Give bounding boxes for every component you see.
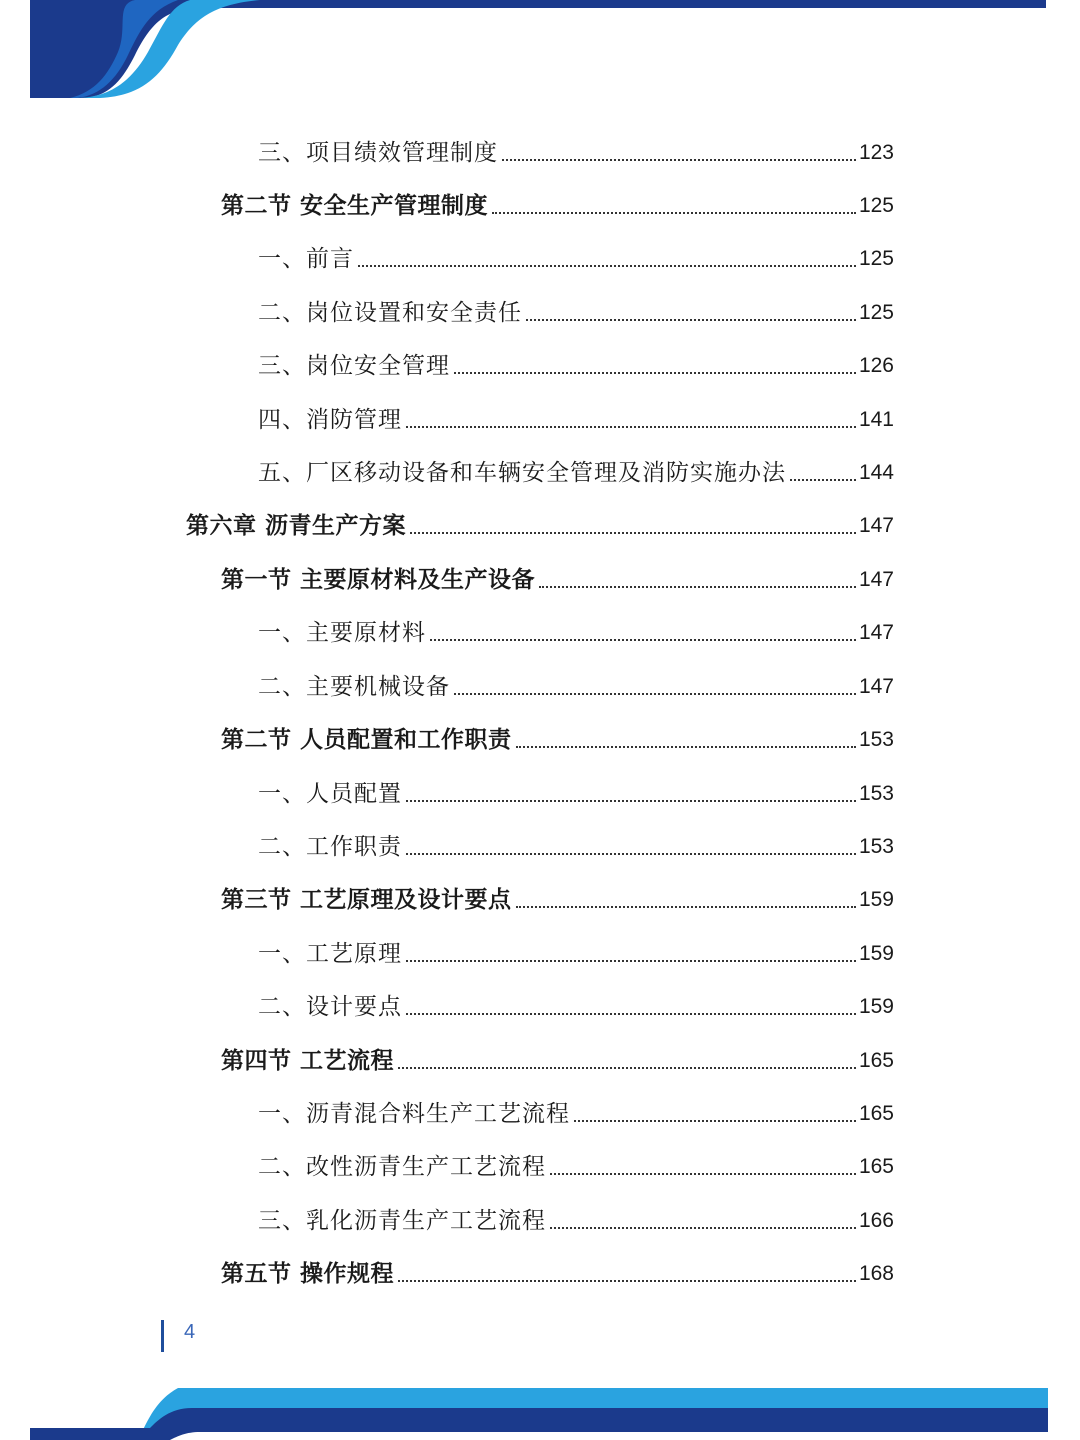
- toc-entry-page: 165: [858, 1155, 894, 1178]
- toc-entry[interactable]: [258, 933, 894, 969]
- footer-banner: [0, 1380, 1080, 1440]
- toc-entry[interactable]: [258, 399, 894, 435]
- toc-leader: [398, 1280, 856, 1282]
- toc-entry-page: 123: [858, 141, 894, 164]
- toc-leader: [502, 159, 856, 161]
- toc-entry[interactable]: [258, 452, 894, 488]
- toc-entry-title: 第一节 主要原材料及生产设备: [221, 567, 536, 593]
- toc-leader: [406, 426, 856, 428]
- toc-entry-title: 二、岗位设置和安全责任: [258, 300, 522, 326]
- toc-leader: [492, 212, 856, 214]
- toc-entry-page: 125: [858, 247, 894, 270]
- toc-leader: [406, 1013, 856, 1015]
- toc-leader: [406, 853, 856, 855]
- toc-leader: [550, 1173, 856, 1175]
- toc-entry-title: 一、工艺原理: [258, 941, 402, 967]
- toc-entry-title: 二、主要机械设备: [258, 674, 450, 700]
- toc-entry-page: 147: [858, 514, 894, 537]
- toc-entry[interactable]: [221, 1040, 894, 1076]
- toc-entry[interactable]: [258, 773, 894, 809]
- toc-entry[interactable]: [221, 185, 894, 221]
- toc-entry-title: 第六章 沥青生产方案: [186, 513, 407, 539]
- toc-entry-page: 166: [858, 1209, 894, 1232]
- toc-leader: [454, 372, 856, 374]
- toc-entry-title: 三、项目绩效管理制度: [258, 140, 498, 166]
- toc-entry-title: 一、前言: [258, 246, 354, 272]
- toc-entry-page: 159: [858, 942, 894, 965]
- toc-entry-title: 一、沥青混合料生产工艺流程: [258, 1101, 570, 1127]
- toc-entry[interactable]: [186, 505, 894, 541]
- toc-entry-page: 159: [858, 888, 894, 911]
- toc-leader: [516, 906, 856, 908]
- toc-leader: [410, 532, 856, 534]
- toc-entry[interactable]: [258, 132, 894, 168]
- toc-entry[interactable]: [221, 879, 894, 915]
- toc-leader: [574, 1120, 856, 1122]
- toc-entry[interactable]: [258, 1146, 894, 1182]
- toc-entry-page: 147: [858, 621, 894, 644]
- toc-leader: [398, 1067, 856, 1069]
- page-number: 4: [184, 1321, 196, 1343]
- toc-entry-page: 125: [858, 194, 894, 217]
- toc-leader: [550, 1227, 856, 1229]
- toc-entry[interactable]: [258, 238, 894, 274]
- toc-leader: [358, 265, 856, 267]
- toc-entry[interactable]: [258, 292, 894, 328]
- toc-entry-title: 二、设计要点: [258, 994, 402, 1020]
- toc-entry-page: 141: [858, 408, 894, 431]
- page-number-marker: [161, 1320, 164, 1352]
- toc-leader: [454, 693, 856, 695]
- toc-entry-title: 二、工作职责: [258, 834, 402, 860]
- toc-entry-title: 五、厂区移动设备和车辆安全管理及消防实施办法: [258, 460, 786, 486]
- toc-entry-title: 第二节 人员配置和工作职责: [221, 727, 512, 753]
- toc-leader: [539, 586, 856, 588]
- toc-entry-page: 168: [858, 1262, 894, 1285]
- toc-entry-title: 第五节 操作规程: [221, 1261, 395, 1287]
- header-banner: [0, 0, 1080, 110]
- toc-entry[interactable]: [258, 986, 894, 1022]
- toc-entry[interactable]: [258, 612, 894, 648]
- toc-entry-title: 第三节 工艺原理及设计要点: [221, 887, 512, 913]
- toc-entry[interactable]: [221, 559, 894, 595]
- toc-entry-page: 144: [858, 461, 894, 484]
- toc-entry-page: 159: [858, 995, 894, 1018]
- toc-leader: [430, 639, 856, 641]
- toc-leader: [526, 319, 856, 321]
- toc-entry[interactable]: [221, 1253, 894, 1289]
- toc-entry-title: 第四节 工艺流程: [221, 1048, 395, 1074]
- toc-entry-page: 165: [858, 1049, 894, 1072]
- toc-entry[interactable]: [258, 666, 894, 702]
- toc-entry-page: 125: [858, 301, 894, 324]
- toc-entry-page: 153: [858, 782, 894, 805]
- toc-entry-page: 165: [858, 1102, 894, 1125]
- toc-entry-page: 147: [858, 675, 894, 698]
- toc-entry[interactable]: [221, 719, 894, 755]
- toc-entry-title: 三、岗位安全管理: [258, 353, 450, 379]
- toc-leader: [406, 800, 856, 802]
- toc-leader: [790, 479, 856, 481]
- toc-entry-title: 四、消防管理: [258, 407, 402, 433]
- toc-entry[interactable]: [258, 826, 894, 862]
- toc-entry-page: 153: [858, 835, 894, 858]
- toc-entry[interactable]: [258, 1200, 894, 1236]
- toc-entry-page: 153: [858, 728, 894, 751]
- toc-entry-title: 一、人员配置: [258, 781, 402, 807]
- toc-leader: [406, 960, 856, 962]
- toc-leader: [516, 746, 856, 748]
- toc-entry-title: 二、改性沥青生产工艺流程: [258, 1154, 546, 1180]
- toc-entry[interactable]: [258, 345, 894, 381]
- toc-entry-title: 三、乳化沥青生产工艺流程: [258, 1208, 546, 1234]
- toc-entry-page: 126: [858, 354, 894, 377]
- toc-entry-page: 147: [858, 568, 894, 591]
- toc-entry[interactable]: [258, 1093, 894, 1129]
- toc-entry-title: 第二节 安全生产管理制度: [221, 193, 489, 219]
- toc-entry-title: 一、主要原材料: [258, 620, 426, 646]
